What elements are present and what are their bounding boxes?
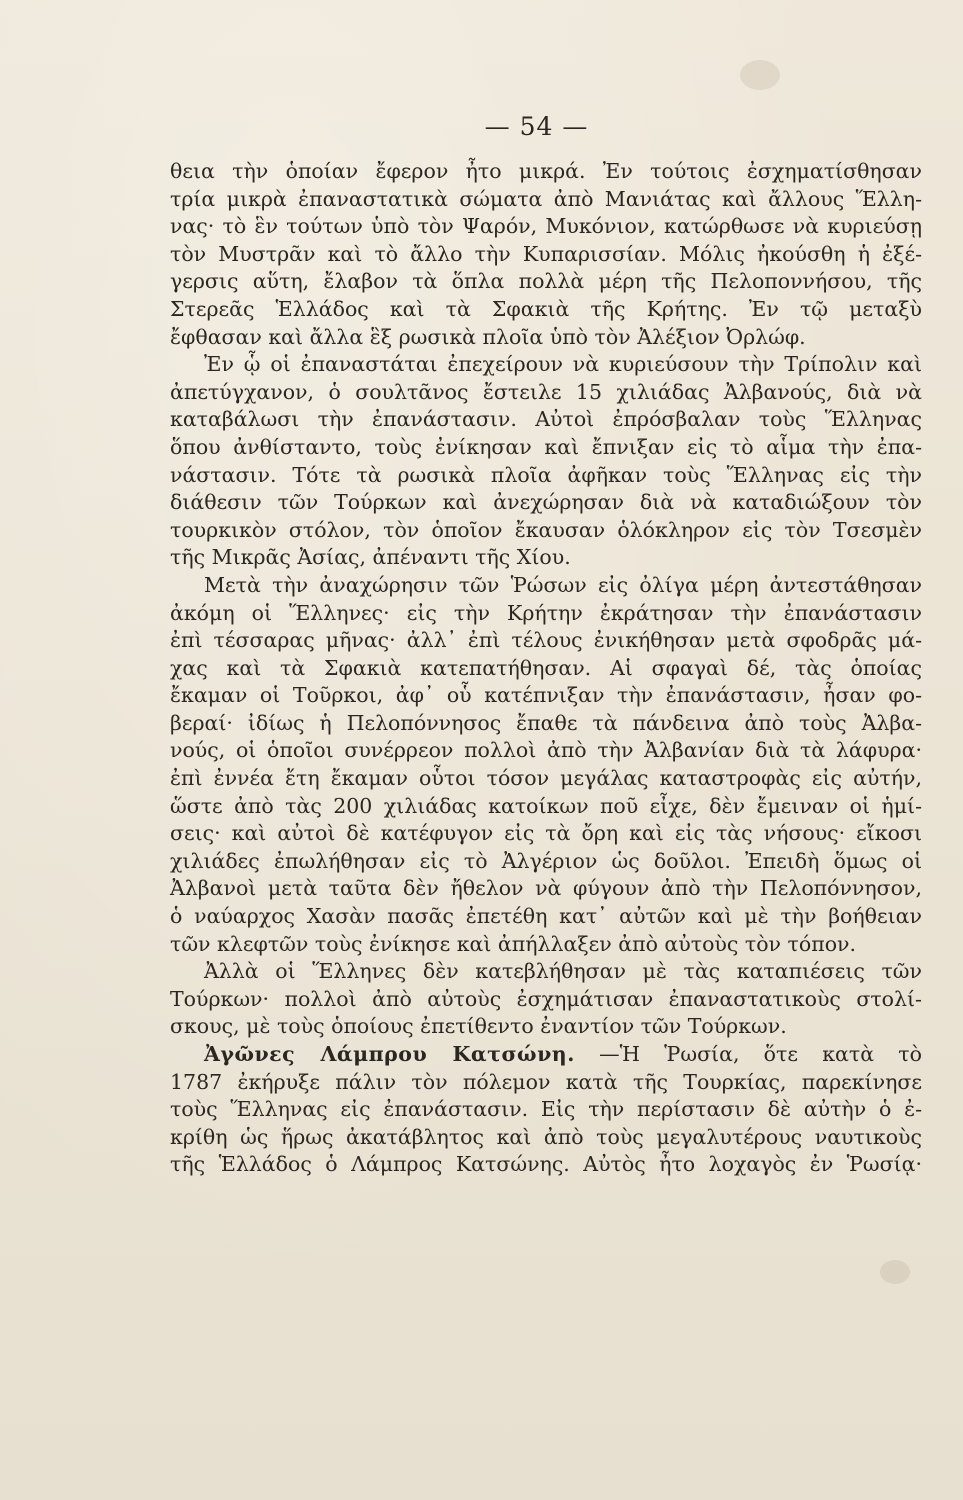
text-line: Μετὰ τὴν ἀναχώρησιν τῶν Ῥώσων εἰς ὀλίγα μέρη ἀντεστάθησαν bbox=[204, 572, 922, 597]
text-line: τῶν κλεφτῶν τοὺς ἐνίκησε καὶ ἀπήλλαξεν ἀπὸ αὐτοὺς τὸν τόπον. bbox=[170, 931, 857, 956]
text-line: ὁ ναύαρχος Χασὰν πασᾶς ἐπετέθη κατ᾽ αὐτῶν καὶ μὲ τὴν βοήθειαν bbox=[170, 904, 922, 929]
text-line: ἀκόμη οἱ Ἕλληνες· εἰς τὴν Κρήτην ἐκράτησαν τὴν ἐπανάστασιν bbox=[170, 600, 922, 625]
text-line: νάστασιν. Τότε τὰ ρωσικὰ πλοῖα ἀφῆκαν τοὺς Ἕλληνας εἰς τὴν bbox=[170, 462, 922, 487]
text-line: τουρκικὸν στόλον, τὸν ὁποῖον ἔκαυσαν ὁλόκληρον εἰς τὸν Τσεσμὲν bbox=[170, 517, 922, 542]
text-line: ἐπὶ ἐννέα ἔτη ἔκαμαν οὗτοι τόσον μεγάλας καταστροφὰς εἰς αὐτήν, bbox=[170, 766, 922, 791]
text-line: τῆς Μικρᾶς Ἀσίας, ἀπέναντι τῆς Χίου. bbox=[170, 545, 571, 570]
page-number: — 54 — bbox=[484, 112, 589, 141]
text-line: ἐπὶ τέσσαρας μῆνας· ἀλλ᾽ ἐπὶ τέλους ἐνικήθησαν μετὰ σφοδρᾶς μά- bbox=[170, 628, 922, 653]
body-text bbox=[170, 158, 922, 1179]
paper-stain bbox=[740, 60, 780, 90]
text-line: χας καὶ τὰ Σφακιὰ κατεπατήθησαν. Αἱ σφαγαὶ δέ, τὰς ὁποίας bbox=[170, 655, 922, 680]
text-line: τὸν Μυστρᾶν καὶ τὸ ἄλλο τὴν Κυπαρισσίαν. Μόλις ἠκούσθη ἡ ἐξέ- bbox=[170, 241, 922, 266]
text-line: Ἐν ᾧ οἱ ἐπαναστάται ἐπεχείρουν νὰ κυριεύσουν τὴν Τρίπολιν καὶ bbox=[204, 352, 922, 377]
text-line: 1787 ἐκήρυξε πάλιν τὸν πόλεμον κατὰ τῆς Τουρκίας, παρεκίνησε bbox=[170, 1069, 922, 1094]
text-line: ἔκαμαν οἱ Τοῦρκοι, ἀφ᾽ οὗ κατέπνιξαν τὴν ἐπανάστασιν, ἦσαν φο- bbox=[170, 683, 922, 708]
section-first-line bbox=[170, 1041, 922, 1069]
paper-stain bbox=[880, 1260, 910, 1284]
section-heading: Ἀγῶνες Λάμπρου Κατσώνη. bbox=[204, 1042, 575, 1066]
text-line: Στερεᾶς Ἑλλάδος καὶ τὰ Σφακιὰ τῆς Κρήτης. Ἐν τῷ μεταξὺ bbox=[170, 296, 922, 321]
text-line: ἀπετύγχανον, ὁ σουλτᾶνος ἔστειλε 15 χιλιάδας Ἀλβανούς, διὰ νὰ bbox=[170, 379, 922, 404]
text-line: ὥστε ἀπὸ τὰς 200 χιλιάδας κατοίκων ποῦ εἶχε, δὲν ἔμειναν οἱ ἡμί- bbox=[170, 793, 922, 818]
text-line: διάθεσιν τῶν Τούρκων καὶ ἀνεχώρησαν διὰ νὰ καταδιώξουν τὸν bbox=[170, 490, 922, 515]
text-line: Ἀλλὰ οἱ Ἕλληνες δὲν κατεβλήθησαν μὲ τὰς καταπιέσεις τῶν bbox=[204, 959, 922, 984]
text-line: Τούρκων· πολλοὶ ἀπὸ αὐτοὺς ἐσχημάτισαν ἐπαναστατικοὺς στολί- bbox=[170, 986, 922, 1011]
text-line: σκους, μὲ τοὺς ὁποίους ἐπετίθεντο ἐναντίον τῶν Τούρκων. bbox=[170, 1014, 787, 1039]
text-line: τῆς Ἑλλάδος ὁ Λάμπρος Κατσώνης. Αὐτὸς ἦτο λοχαγὸς ἐν Ῥωσίᾳ· bbox=[170, 1152, 922, 1177]
text-line: Ἀλβανοὶ μετὰ ταῦτα δὲν ἤθελον νὰ φύγουν ἀπὸ τὴν Πελοπόννησον, bbox=[170, 876, 922, 901]
text-line: ὅπου ἀνθίσταντο, τοὺς ἐνίκησαν καὶ ἔπνιξαν εἰς τὸ αἷμα τὴν ἐπα- bbox=[170, 434, 922, 459]
text-line: τρία μικρὰ ἐπαναστατικὰ σώματα ἀπὸ Μανιάτας καὶ ἄλλους Ἕλλη- bbox=[170, 186, 922, 211]
text-line: χιλιάδες ἐπωλήθησαν εἰς τὸ Ἀλγέριον ὡς δοῦλοι. Ἐπειδὴ ὅμως οἱ bbox=[170, 848, 922, 873]
text-line: βεραί· ἰδίως ἡ Πελοπόννησος ἔπαθε τὰ πάνδεινα ἀπὸ τοὺς Ἀλβα- bbox=[170, 710, 922, 735]
text-line: τοὺς Ἕλληνας εἰς ἐπανάστασιν. Εἰς τὴν περίστασιν δὲ αὐτὴν ὁ ἐ- bbox=[170, 1097, 922, 1122]
text-line: κρίθη ὡς ἥρως ἀκατάβλητος καὶ ἀπὸ τοὺς μεγαλυτέρους ναυτικοὺς bbox=[170, 1124, 922, 1149]
text-line: νούς, οἱ ὁποῖοι συνέρρεον πολλοὶ ἀπὸ τὴν Ἀλβανίαν διὰ τὰ λάφυρα· bbox=[170, 738, 922, 763]
text-line: γερσις αὕτη, ἔλαβον τὰ ὅπλα πολλὰ μέρη τῆς Πελοποννήσου, τῆς bbox=[170, 269, 922, 294]
section-heading-continuation: —Ἡ Ῥωσία, ὅτε κατὰ τὸ bbox=[599, 1042, 922, 1066]
text-line: νας· τὸ ἓν τούτων ὑπὸ τὸν Ψαρόν, Μυκόνιον, κατώρθωσε νὰ κυριεύσῃ bbox=[170, 214, 922, 239]
text-line: θεια τὴν ὁποίαν ἔφερον ἦτο μικρά. Ἐν τούτοις ἐσχηματίσθησαν bbox=[170, 159, 922, 183]
text-line: καταβάλωσι τὴν ἐπανάστασιν. Αὐτοὶ ἐπρόσβαλαν τοὺς Ἕλληνας bbox=[170, 407, 922, 432]
text-line: σεις· καὶ αὐτοὶ δὲ κατέφυγον εἰς τὰ ὄρη καὶ εἰς τὰς νήσους· εἴκοσι bbox=[170, 821, 922, 846]
text-line: ἔφθασαν καὶ ἄλλα ἓξ ρωσικὰ πλοῖα ὑπὸ τὸν Ἀλέξιον Ὀρλώφ. bbox=[170, 324, 806, 349]
